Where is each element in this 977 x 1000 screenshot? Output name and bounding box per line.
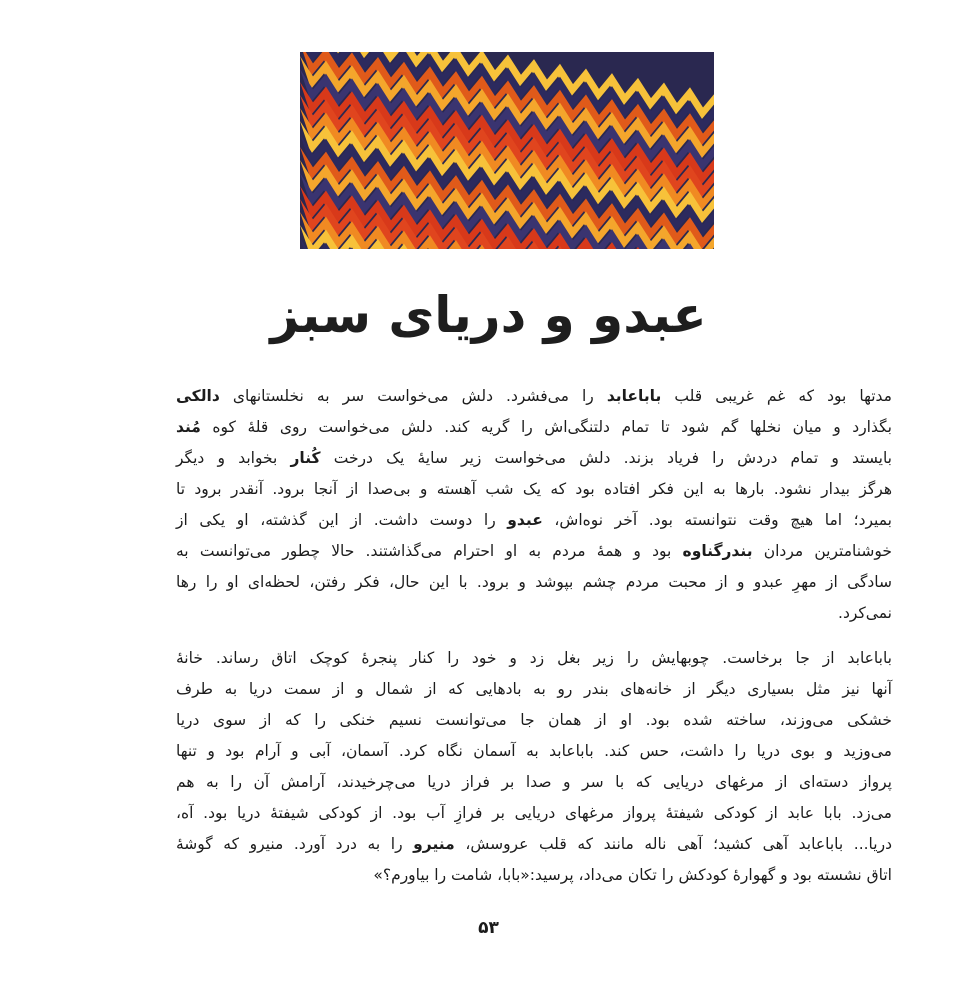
text-line: هرگز بیدار نشود. بارها به این فکر افتاده بود که یک شب آهسته و بی‌صدا از آنجا برود. آنقدر برود تا bbox=[176, 480, 892, 498]
paragraph-2 bbox=[176, 643, 892, 891]
bold-name: دالکی bbox=[176, 387, 220, 405]
text-line: پرواز دسته‌ای از مرغهای دریایی که با سر و صدا بر فراز دریا می‌چرخیدند، آرامش آن را به هم bbox=[176, 773, 892, 791]
text-line: آنها نیز مثل بسیاری دیگر از خانه‌های بندر رو به بادهایی که از شمال و از سمت دریا به طرف bbox=[176, 680, 892, 698]
bold-name: باباعابد bbox=[606, 387, 662, 405]
text-line: می‌وزید و بوی دریا را داشت، حس کند. باباعابد به آسمان نگاه کرد. آسمان، آبی و آرام بود و تنها bbox=[176, 742, 892, 760]
text-line: باباعابد از جا برخاست. چوبهایش را زیر بغل زد و خود را کنار پنجرهٔ کوچک اتاق رساند. خانهٔ bbox=[176, 649, 892, 667]
text-line: می‌زد. بابا عابد از کودکی شیفتهٔ پرواز مرغهای دریایی بر فرازِ آب بود. از کودکی شیفتهٔ دریا بود. آه، bbox=[176, 804, 892, 822]
text-line: سادگی از مهرِ عبدو و از محبت مردم چشم بپوشد و برود. با این حال، فکر رفتن، لحظه‌ای او را رها bbox=[176, 573, 892, 591]
bold-name: عبدو bbox=[507, 511, 543, 529]
bold-name: مُند bbox=[176, 418, 201, 436]
text-line: نمی‌کرد. bbox=[838, 604, 892, 622]
text-line: خشکی می‌وزند، ساخته شده بود. او از همان جا می‌توانست نسیم خنکی را که از سوی دریا bbox=[176, 711, 892, 729]
text-line: مدتها بود که غم غریبی قلب باباعابد را می‌فشرد. دلش می‌خواست سر به نخلستانهای دالکی bbox=[176, 387, 892, 405]
chapter-title: عبدو و دریای سبز bbox=[270, 286, 707, 344]
text-line: خوشنامترین مردان بندرگناوه بود و همهٔ مردم به او احترام می‌گذاشتند. حالا چطور می‌توانست به bbox=[176, 542, 892, 560]
text-line: بمیرد؛ اما هیچ وقت نتوانسته بود. آخر نوه‌اش، عبدو را دوست داشت. از این گذشته، او یکی از bbox=[176, 511, 892, 529]
bold-name: کُنار bbox=[290, 449, 321, 467]
zigzag-illustration bbox=[300, 52, 714, 249]
bold-name: منیرو bbox=[413, 835, 455, 853]
bold-name: بندرگناوه bbox=[682, 542, 753, 560]
text-line: اتاق نشسته بود و گهوارهٔ کودکش را تکان می‌داد، پرسید:«بابا، شامت را بیاورم؟» bbox=[373, 866, 892, 884]
text-line: دریا... باباعابد آهی کشید؛ آهی ناله مانند که قلب عروسش، منیرو را به درد آورد. منیرو که گوشهٔ bbox=[176, 835, 892, 853]
paragraph-1 bbox=[176, 381, 892, 629]
text-line: بگذارد و میان نخلها گم شود تا تمام دلتنگی‌اش را گریه کند. دلش می‌خواست روی قلهٔ کوه مُند bbox=[176, 418, 892, 436]
page-number: ۵۳ bbox=[478, 918, 499, 938]
text-line: بایستد و تمام دردش را فریاد بزند. دلش می‌خواست زیر سایهٔ یک درخت کُنار بخوابد و دیگر bbox=[176, 449, 892, 467]
